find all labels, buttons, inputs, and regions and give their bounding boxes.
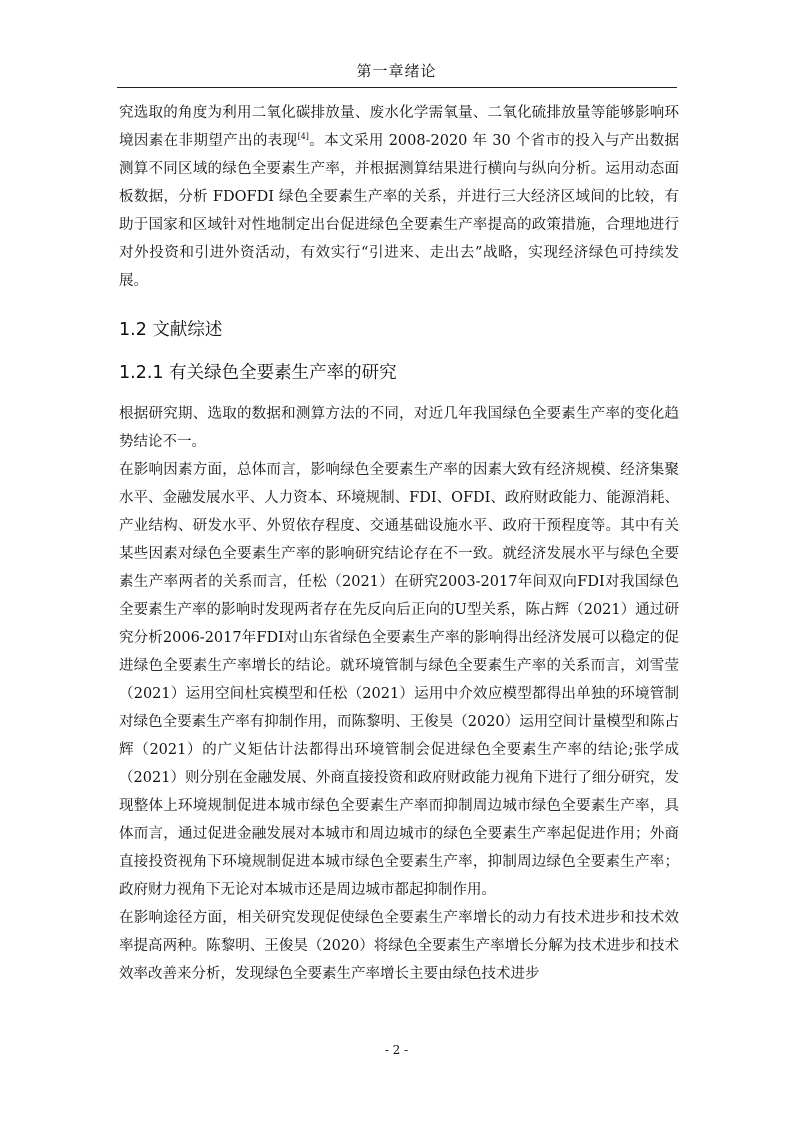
body-paragraph-3: 在影响途径方面，相关研究发现促使绿色全要素生产率增长的动力有技术进步和技术效率提高两种。陈黎明、王俊昊（2020）将绿色全要素生产率增长分解为技术进步和技术效率改善来分析，发现绿色全要素生产率增长主要由绿色技术进步: [119, 910, 679, 982]
header-divider: [117, 87, 677, 88]
section-heading: 1.2 文献综述: [119, 320, 223, 340]
page-number: - 2 -: [384, 1043, 409, 1057]
intro-paragraph: [119, 99, 679, 295]
reference-marker: [4]: [297, 132, 309, 142]
intro-text-before-ref: 究选取的角度为利用二氧化碳排放量、废水化学需氧量、二氧化硫排放量等能够影响环境因素在非期望产出的表现: [119, 105, 679, 149]
subsection-heading: 1.2.1 有关绿色全要素生产率的研究: [119, 363, 397, 383]
intro-text-after-ref: 。本文采用 2008-2020 年 30 个省市的投入与产出数据测算不同区域的绿色全要素生产率，并根据测算结果进行横向与纵向分析。运用动态面板数据，分析 FDOFDI 绿色全要素生产率的关系，并进行三大经济区域间的比较，有助于国家和区域针对性地制定出台促进绿色全要素生产率提高的政策措施，合理地进行对外投资和引进外资活动，有效实行“引进来、走出去”战略，实现经济绿色可持续发展。: [119, 133, 680, 289]
page-content: [119, 99, 679, 988]
page-header-title: 第一章绪论: [356, 62, 437, 80]
body-paragraph-1: 根据研究期、选取的数据和测算方法的不同，对近几年我国绿色全要素生产率的变化趋势结论不一。: [119, 406, 679, 450]
body-paragraph-2: 在影响因素方面，总体而言，影响绿色全要素生产率的因素大致有经济规模、经济集聚水平、金融发展水平、人力资本、环境规制、FDI、OFDI、政府财政能力、能源消耗、产业结构、研发水平、外贸依存程度、交通基础设施水平、政府干预程度等。其中有关某些因素对绿色全要素生产率的影响研究结论存在不一致。就经济发展水平与绿色全要素生产率两者的关系而言，任松（2021）在研究2003-2017年间双向FDI对我国绿色全要素生产率的影响时发现两者存在先反向后正向的U型关系，陈占辉（2021）通过研究分析2006-2017年FDI对山东省绿色全要素生产率的影响得出经济发展可以稳定的促进绿色全要素生产率增长的结论。就环境管制与绿色全要素生产率的关系而言，刘雪莹（2021）运用空间杜宾模型和任松（2021）运用中介效应模型都得出单独的环境管制对绿色全要素生产率有抑制作用，而陈黎明、王俊昊（2020）运用空间计量模型和陈占辉（2021）的广义矩估计法都得出环境管制会促进绿色全要素生产率的结论;张学成（2021）则分别在金融发展、外商直接投资和政府财政能力视角下进行了细分研究，发现整体上环境规制促进本城市绿色全要素生产率而抑制周边城市绿色全要素生产率，具体而言，通过促进金融发展对本城市和周边城市的绿色全要素生产率起促进作用；外商直接投资视角下环境规制促进本城市绿色全要素生产率，抑制周边绿色全要素生产率；政府财力视角下无论对本城市还是周边城市都起抑制作用。: [119, 462, 679, 898]
spacer: [119, 386, 679, 400]
